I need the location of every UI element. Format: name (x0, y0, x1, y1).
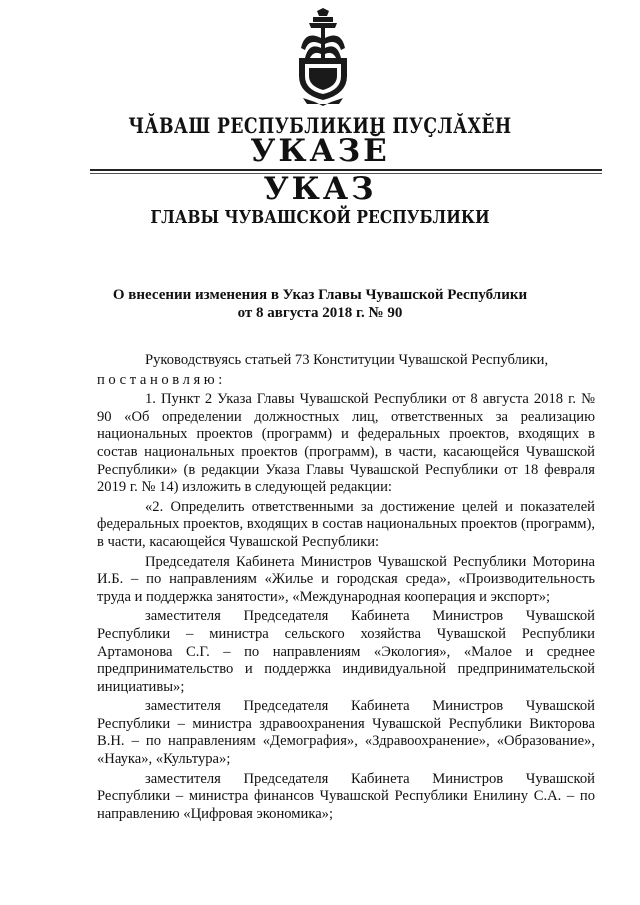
paragraph-3: Председателя Кабинета Министров Чувашской Республики Моторина И.Б. – по направлениям «Жилье и городская среда», «Производительность труда и поддержка занятости», «Международная кооперация и экспорт»; (97, 553, 595, 605)
paragraph-6: заместителя Председателя Кабинета Министров Чувашской Республики – министра финансов Чувашской Республики Енилину С.А. – по направлению «Цифровая экономика»; (97, 770, 595, 822)
preamble: Руководствуясь статьей 73 Конституции Чувашской Республики, (145, 352, 549, 368)
paragraph-5: заместителя Председателя Кабинета Министров Чувашской Республики – министра здравоохранения Чувашской Республики Викторова В.Н. – по направлениям «Демография», «Здравоохранение», «Образование», «Наука», «Культура»; (97, 698, 595, 768)
decree-subject (0, 286, 640, 322)
chuvash-header-line: ЧӐВАШ РЕСПУБЛИКИН ПУҪЛӐХӖН (128, 113, 512, 138)
paragraph-1: 1. Пункт 2 Указа Главы Чувашской Республики от 8 августа 2018 г. № 90 «Об определении должностных лиц, ответственных за реализацию национальных проектов (программ) и федеральных проектов, входящих в состав национальных проектов (программ), в части, касающейся Чувашской Республики» (в редакции Указа Главы Чувашской Республики от 18 февраля 2019 г. № 14) изложить в следующей редакции: (97, 391, 595, 496)
chuvash-decree-title: УКАЗӖ (250, 133, 390, 169)
decree-word: постановляю: (97, 371, 226, 388)
decree-body (97, 352, 595, 825)
subject-line-2: от 8 августа 2018 г. № 90 (237, 305, 403, 321)
paragraph-2: «2. Определить ответственными за достижение целей и показателей федеральных проектов, входящих в состав национальных проектов (программ), в части, касающейся Чувашской Республики: (97, 498, 595, 550)
russian-decree-title: УКАЗ (263, 171, 377, 207)
subject-line-1: О внесении изменения в Указ Главы Чувашской Республики (112, 287, 528, 303)
coat-of-arms-emblem (295, 8, 351, 106)
paragraph-4: заместителя Председателя Кабинета Министров Чувашской Республики – министра сельского хозяйства Чувашской Республики Артамонова С.Г. – по направлениям «Экология», «Малое и среднее предпринимательство и поддержка индивидуальной предпринимательской инициативы»; (97, 608, 595, 695)
decree-word-line (97, 372, 595, 390)
russian-decree-subtitle: ГЛАВЫ ЧУВАШСКОЙ РЕСПУБЛИКИ (150, 207, 490, 228)
